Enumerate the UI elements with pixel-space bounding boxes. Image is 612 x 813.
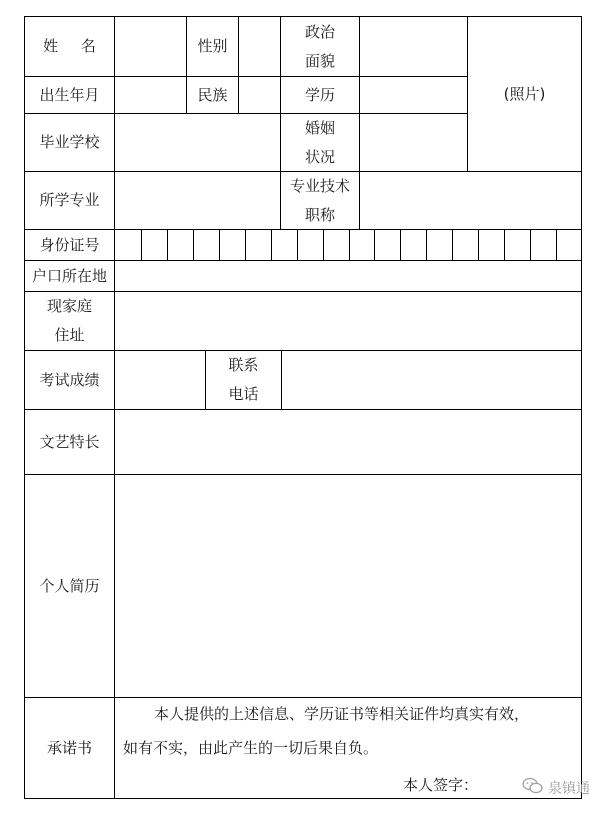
pledge-line-1: 本人提供的上述信息、学历证书等相关证件均真实有效，	[154, 705, 530, 723]
political-status-input[interactable]	[360, 17, 467, 76]
birth-date-input[interactable]	[115, 77, 186, 113]
id-number-input[interactable]	[115, 230, 581, 260]
school-input[interactable]	[115, 114, 280, 171]
phone-input[interactable]	[282, 351, 581, 409]
professional-title-label: 专业技术 职称	[289, 176, 350, 224]
professional-title-input[interactable]	[360, 172, 581, 229]
signature-field[interactable]	[488, 772, 518, 796]
birth-date-label: 出生年月	[39, 85, 100, 104]
hukou-label: 户口所在地	[31, 266, 107, 285]
phone-label: 联系 电话	[228, 356, 259, 403]
education-label: 学历	[304, 85, 335, 104]
talent-label: 文艺特长	[39, 432, 100, 451]
watermark-text: 泉镇通	[548, 781, 590, 797]
pledge-line-2: 如有不实，由此产生的一切后果自负。	[123, 739, 379, 757]
gender-label: 性别	[197, 37, 228, 55]
resume-input[interactable]	[115, 475, 581, 697]
marital-status-label: 婚姻 状况	[304, 118, 335, 166]
exam-score-input[interactable]	[115, 351, 205, 409]
major-input[interactable]	[115, 172, 280, 229]
ethnicity-label: 民族	[197, 85, 228, 104]
pledge-label: 承诺书	[46, 738, 92, 757]
marital-status-input[interactable]	[360, 114, 467, 171]
wechat-bubble-icon	[522, 777, 544, 795]
home-address-label: 现家庭 住址	[46, 297, 92, 344]
hukou-input[interactable]	[115, 261, 581, 291]
name-input[interactable]	[115, 17, 186, 76]
education-input[interactable]	[360, 77, 467, 113]
name-label: 姓 名	[43, 37, 105, 55]
major-label: 所学专业	[39, 191, 100, 209]
id-number-label: 身份证号	[39, 235, 100, 254]
school-label: 毕业学校	[39, 133, 100, 151]
gender-input[interactable]	[239, 17, 280, 76]
home-address-input[interactable]	[115, 292, 581, 350]
talent-input[interactable]	[115, 410, 581, 474]
political-status-label: 政治 面貌	[304, 22, 335, 70]
resume-label: 个人简历	[39, 576, 100, 595]
ethnicity-input[interactable]	[239, 77, 280, 113]
exam-score-label: 考试成绩	[39, 370, 100, 389]
signature-label: 本人签字：	[403, 776, 479, 794]
photo-box[interactable]: (照片)	[503, 84, 546, 103]
